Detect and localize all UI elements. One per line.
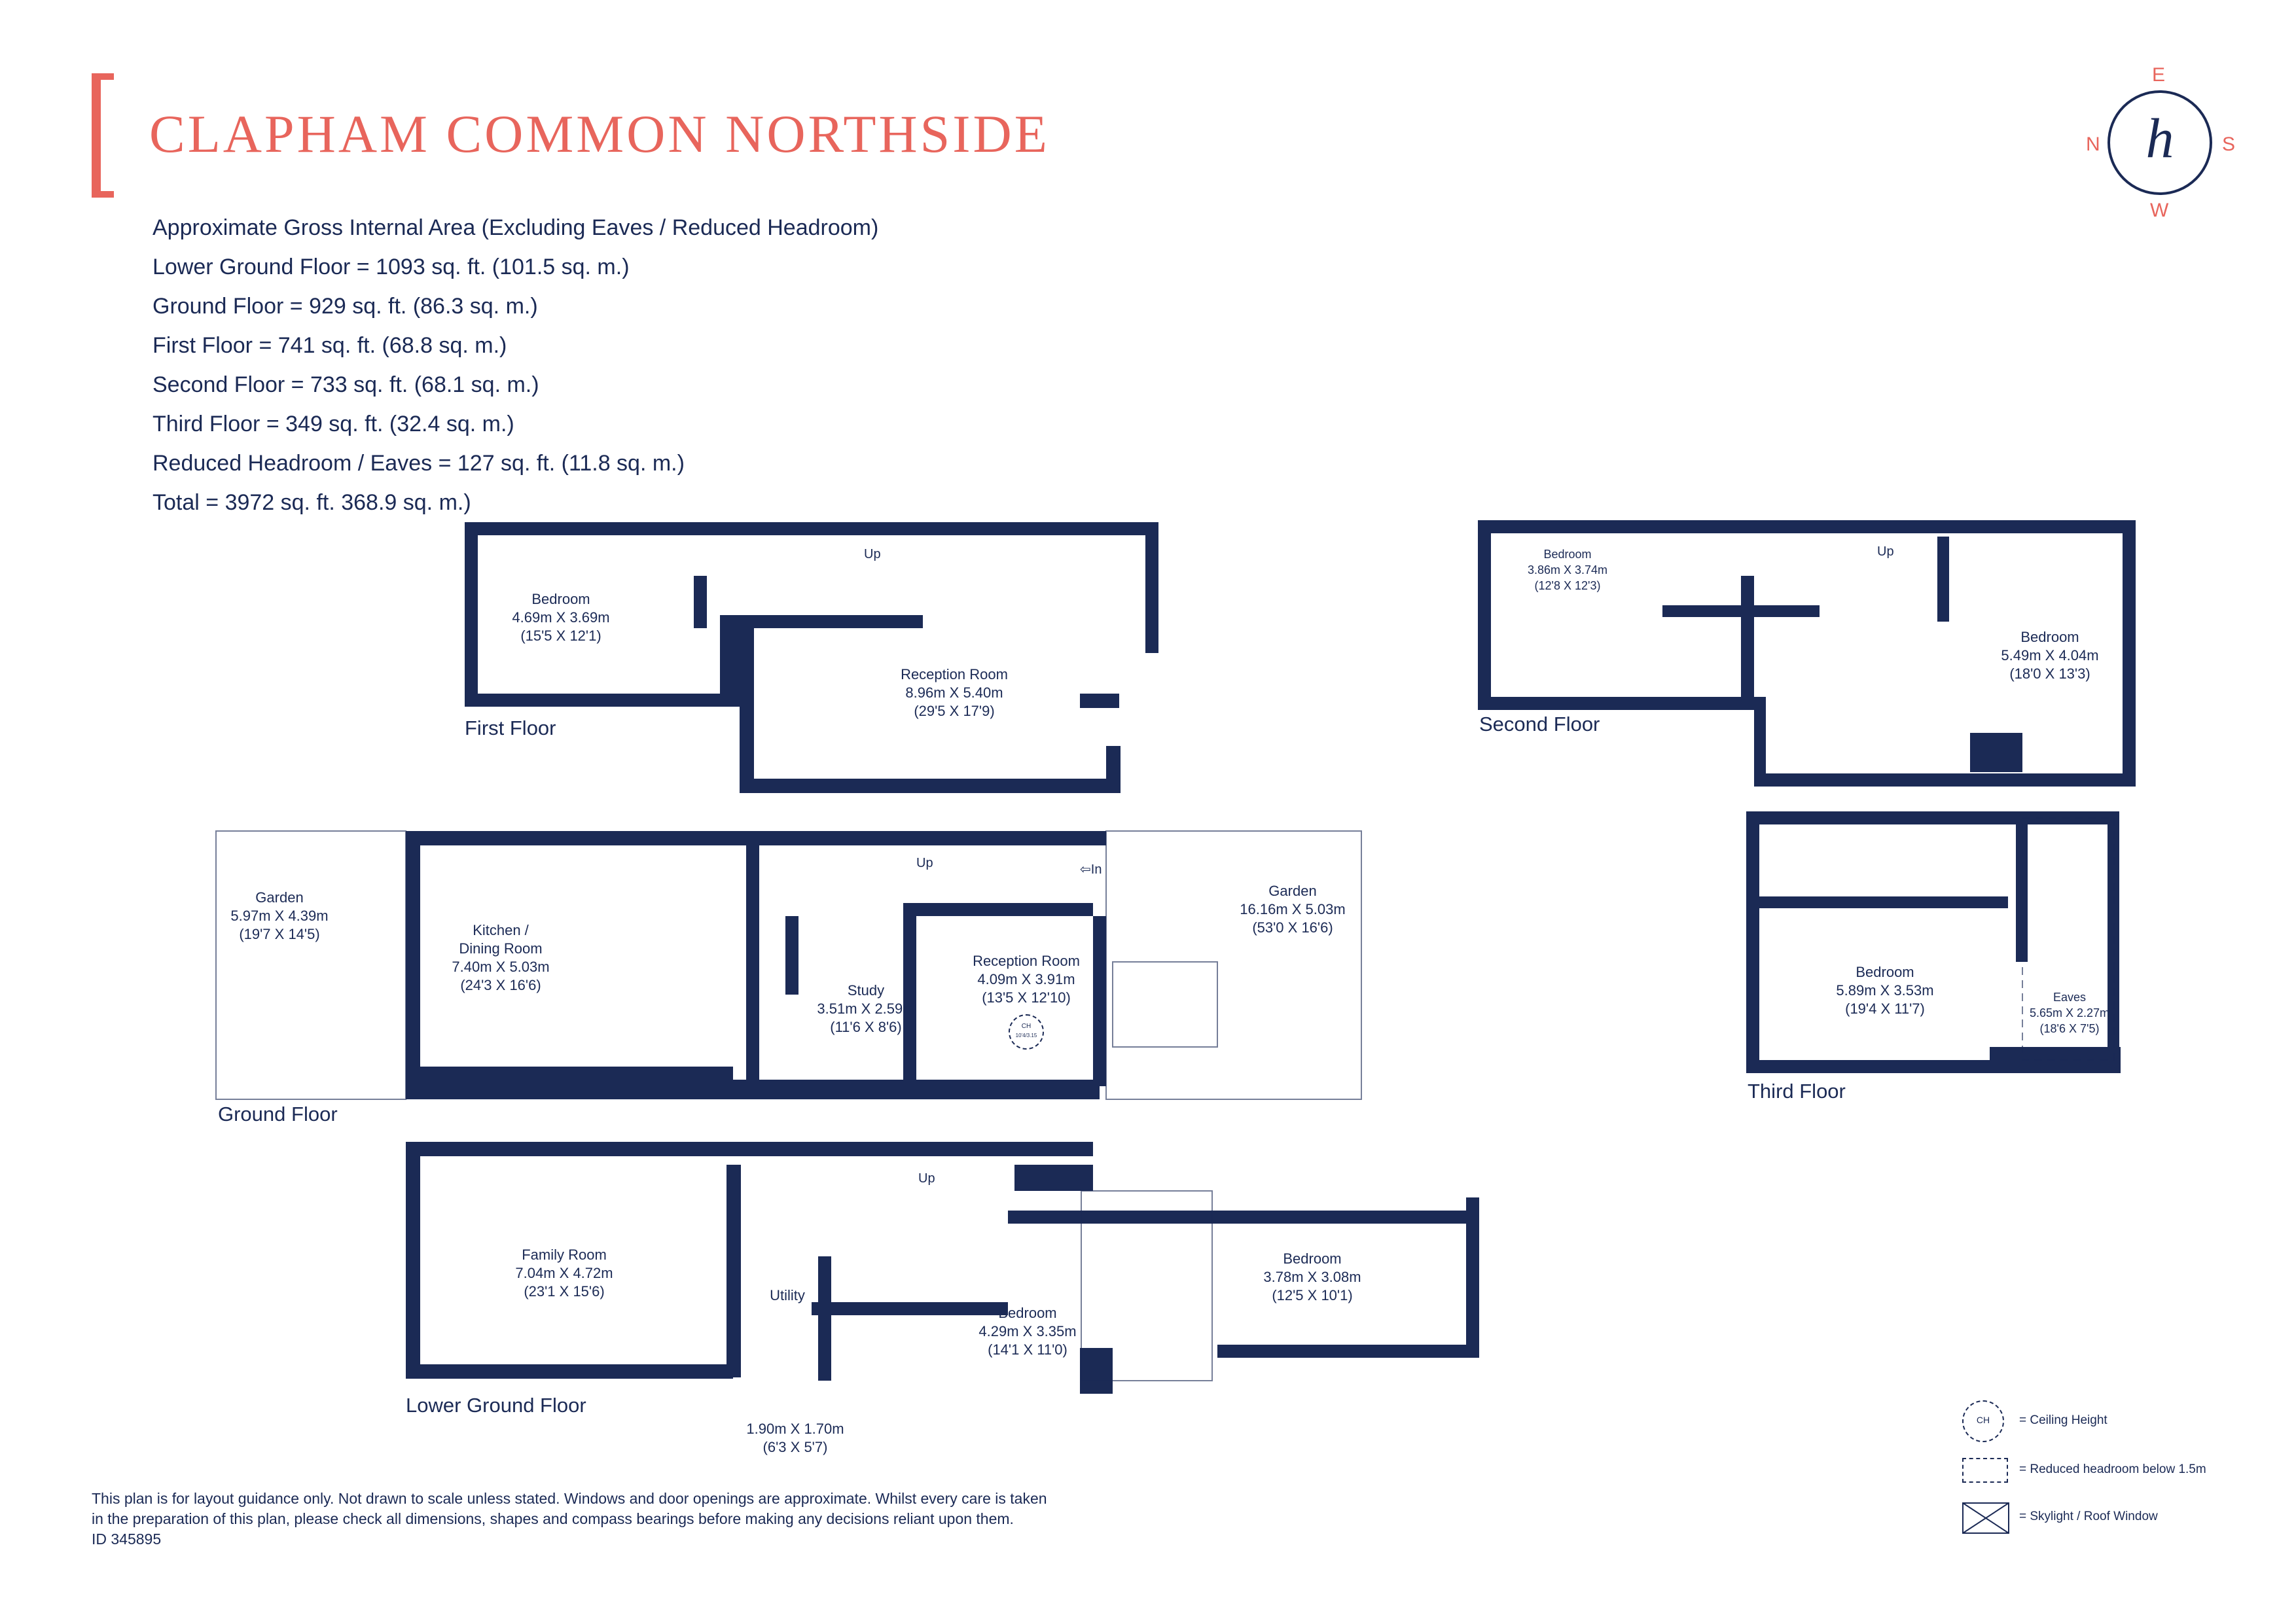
arrow-left-icon: ⇦ — [1080, 862, 1091, 877]
compass-s: S — [2222, 133, 2236, 155]
third-floor-label: Third Floor — [1748, 1080, 1846, 1103]
room-first-bedroom: Bedroom 4.69m X 3.69m (15'5 X 12'1) — [512, 591, 610, 644]
second-floor-label: Second Floor — [1479, 713, 1600, 735]
up-marker: Up — [918, 1171, 935, 1186]
room-third-bedroom: Bedroom 5.89m X 3.53m (19'4 X 11'7) — [1836, 964, 1934, 1017]
disclaimer-line: in the preparation of this plan, please check all dimensions, shapes and compass bearings before making any decisions reliant upon them. — [92, 1510, 1014, 1527]
room-lower-vault: 1.90m X 1.70m (6'3 X 5'7) — [746, 1421, 844, 1455]
legend-reduced-label: = Reduced headroom below 1.5m — [2019, 1462, 2206, 1476]
ceiling-height-marker: CH 10'4/3.15 — [1009, 1014, 1044, 1050]
room-ground-reception: Reception Room 4.09m X 3.91m (13'5 X 12'10) — [973, 953, 1080, 1006]
room-ground-garden-rear: Garden 5.97m X 4.39m (19'7 X 14'5) — [230, 889, 329, 942]
room-third-eaves: Eaves 5.65m X 2.27m (18'6 X 7'5) — [2029, 991, 2110, 1035]
room-ground-study: Study 3.51m X 2.59m (11'6 X 8'6) — [817, 982, 915, 1035]
compass-n: N — [2086, 133, 2100, 155]
in-marker: ⇦In — [1080, 862, 1102, 877]
plan-id: ID 345895 — [92, 1531, 162, 1548]
up-marker: Up — [864, 547, 881, 561]
lower-ground-floor-label: Lower Ground Floor — [406, 1394, 586, 1417]
up-marker: Up — [916, 856, 933, 870]
disclaimer-line: This plan is for layout guidance only. Not drawn to scale unless stated. Windows and door openings are approximate. Whilst every care is taken — [92, 1490, 1047, 1507]
ground-floor-label: Ground Floor — [218, 1103, 338, 1125]
disclaimer — [92, 1489, 1047, 1549]
room-first-reception: Reception Room 8.96m X 5.40m (29'5 X 17'9) — [901, 666, 1008, 719]
legend-reduced-icon — [1962, 1458, 2008, 1483]
first-floor-label: First Floor — [465, 717, 556, 739]
room-second-bedroom-2: Bedroom 5.49m X 4.04m (18'0 X 13'3) — [2001, 629, 2099, 682]
room-lower-family: Family Room 7.04m X 4.72m (23'1 X 15'6) — [515, 1247, 613, 1300]
legend-ch-icon: CH — [1962, 1400, 2004, 1442]
room-lower-bedroom-2: Bedroom 3.78m X 3.08m (12'5 X 10'1) — [1263, 1250, 1361, 1303]
area-line: Approximate Gross Internal Area (Excluding Eaves / Reduced Headroom) — [152, 215, 879, 240]
compass-e: E — [2152, 64, 2166, 86]
area-line: Reduced Headroom / Eaves = 127 sq. ft. (11.8 sq. m.) — [152, 451, 685, 476]
area-line: Lower Ground Floor = 1093 sq. ft. (101.5 sq. m.) — [152, 255, 630, 279]
area-line: Third Floor = 349 sq. ft. (32.4 sq. m.) — [152, 412, 514, 436]
legend-ceiling-label: = Ceiling Height — [2019, 1413, 2108, 1427]
logo-h: h — [2145, 107, 2174, 169]
page-title: CLAPHAM COMMON NORTHSIDE — [149, 104, 1050, 164]
room-lower-bedroom-1: Bedroom 4.29m X 3.35m (14'1 X 11'0) — [978, 1305, 1077, 1358]
area-line: Ground Floor = 929 sq. ft. (86.3 sq. m.) — [152, 294, 538, 319]
room-lower-utility: Utility — [770, 1287, 805, 1303]
room-ground-kitchen: Kitchen / Dining Room 7.40m X 5.03m (24'3 X 16'6) — [452, 922, 550, 993]
compass-w: W — [2150, 200, 2169, 221]
up-marker: Up — [1877, 544, 1894, 559]
room-ground-garden-front: Garden 16.16m X 5.03m (53'0 X 16'6) — [1240, 883, 1346, 936]
room-second-bedroom-1: Bedroom 3.86m X 3.74m (12'8 X 12'3) — [1527, 548, 1608, 592]
area-line: First Floor = 741 sq. ft. (68.8 sq. m.) — [152, 333, 507, 358]
legend-skylight-icon — [1962, 1502, 2009, 1534]
first-floor-plan — [465, 522, 1158, 793]
area-line: Second Floor = 733 sq. ft. (68.1 sq. m.) — [152, 372, 539, 397]
area-line: Total = 3972 sq. ft. 368.9 sq. m.) — [152, 490, 471, 515]
legend-skylight-label: = Skylight / Roof Window — [2019, 1510, 2158, 1523]
